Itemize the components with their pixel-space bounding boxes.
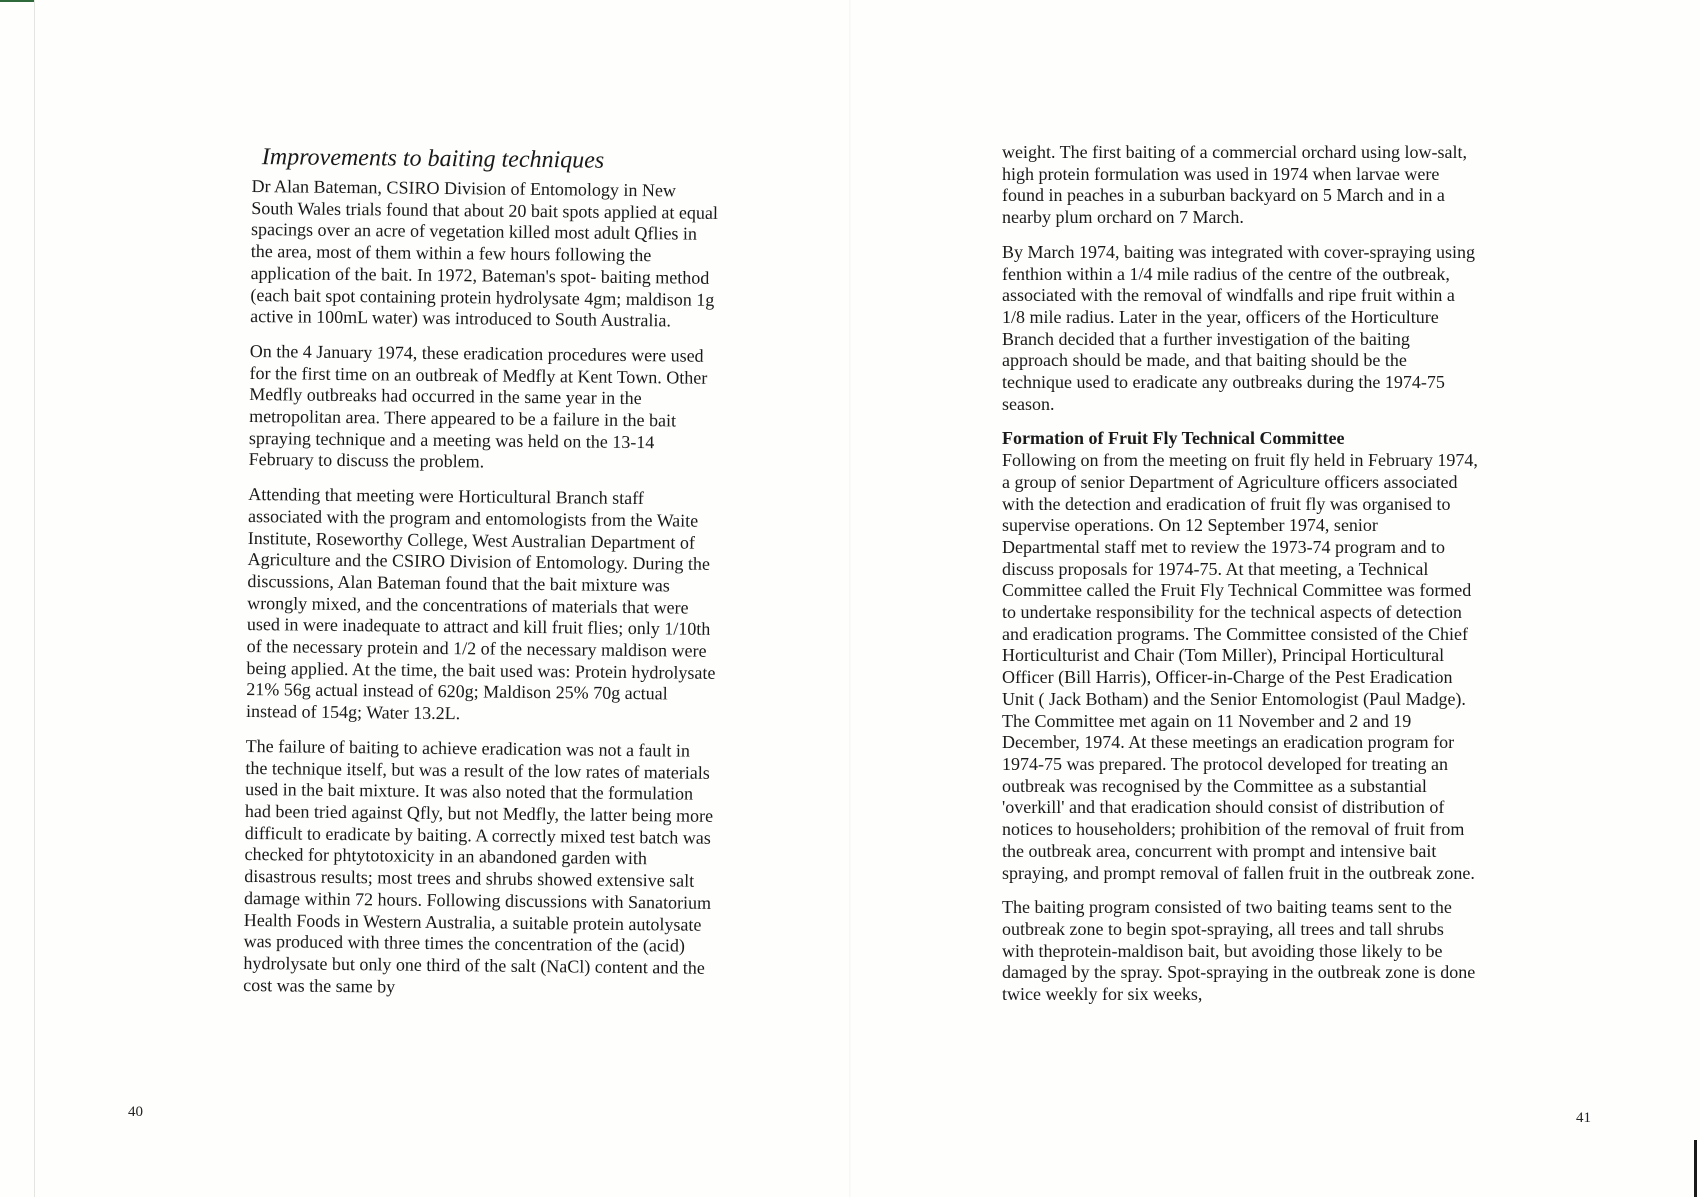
left-page-text — [243, 142, 722, 1014]
subsection-heading: Formation of Fruit Fly Technical Committee — [1002, 428, 1345, 449]
right-page-text — [1002, 142, 1480, 1019]
paragraph: By March 1974, baiting was integrated with cover-spraying using fenthion within a 1/4 mile radius of the centre of the outbreak, associated with the removal of windfalls and ripe fruit within a 1/8 mile radius. Later in the year, officers of the Horticulture Branch decided that a further investigation of the baiting approach should be made, and that baiting should be the technique used to eradicate any outbreaks during the 1974-75 season. — [1002, 241, 1476, 414]
paragraph: On the 4 January 1974, these eradication procedures were used for the first time on an outbreak of Medfly at Kent Town. Other Medfly outbreaks had occurred in the same year in the metropolitan area. There appeared to be a failure in the bait spraying technique and a meeting was held on the 13-14 February to discuss the problem. — [248, 340, 708, 472]
paragraph: Following on from the meeting on fruit fly held in February 1974, a group of senior Department of Agriculture officers associated with the detection and eradication of fruit fly was organised to supervise operations. On 12 September 1974, senior Departmental staff met to review the 1973-74 program and to discuss proposals for 1974-75. At that meeting, a Technical Committee called the Fruit Fly Technical Committee was formed to undertake responsibility for the technical aspects of detection and eradication programs. The Committee consisted of the Chief Horticulturist and Chair (Tom Miller), Principal Horticultural Officer (Bill Harris), Officer-in-Charge of the Pest Eradication Unit ( Jack Botham) and the Senior Entomologist (Paul Madge). The Committee met again on 11 November and 2 and 19 December, 1974. At these meetings an eradication program for 1974-75 was prepared. The protocol developed for treating an outbreak was recognised by the Committee as a substantial 'overkill' and that eradication should consist of distribution of notices to householders; prohibition of the removal of fruit from the outbreak area, concurrent with prompt and intensive bait spraying, and prompt removal of fallen fruit in the outbreak zone. — [1002, 450, 1478, 883]
book-fold — [849, 0, 851, 1197]
page-number-right: 41 — [1576, 1110, 1591, 1126]
page-edge-line — [34, 0, 35, 1197]
page-number-left: 40 — [128, 1104, 143, 1120]
section-heading: Improvements to baiting techniques — [261, 144, 605, 174]
paragraph: The baiting program consisted of two baiting teams sent to the outbreak zone to begin spot-spraying, all trees and tall shrubs with theprotein-maldison bait, but avoiding those likely to be damaged by the spray. Spot-spraying in the outbreak zone is done twice weekly for six weeks, — [1002, 897, 1476, 1005]
paragraph: Attending that meeting were Horticultural Branch staff associated with the program and entomologists from the Waite Institute, Roseworthy College, West Australian Department of Agriculture and the CSIRO Division of Entomology. During the discussions, Alan Bateman found that the bait mixture was wrongly mixed, and the concentrations of materials that were used in were inadequate to attract and kill fruit flies; only 1/10th of the necessary protein and 1/2 of the necessary maldison were being applied. At the time, the bait used was: Protein hydrolysate 21% 56g actual instead of 620g; Maldison 25% 70g actual instead of 154g; Water 13.2L. — [245, 484, 716, 724]
paragraph: The failure of baiting to achieve eradication was not a fault in the technique itself, but was a result of the low rates of materials used in the bait mixture. It was also noted that the formulation had been tried against Qfly, but not Medfly, the latter being more difficult to eradicate by baiting. A correctly mixed test batch was checked for phtytotoxicity in an abandoned garden with disastrous results; most trees and shrubs showed extensive salt damage within 72 hours. Following discussions with Sanatorium Health Foods in Western Australia, a suitable protein autolysate was produced with three times the concentration of the (acid) hydrolysate but only one third of the salt (NaCl) content and the cost was the same by — [243, 735, 714, 997]
paragraph: weight. The first baiting of a commercial orchard using low-salt, high protein formulation was used in 1974 when larvae were found in peaches in a suburban backyard on 5 March and in a nearby plum orchard on 7 March. — [1002, 142, 1468, 228]
scan-edge-mark — [0, 0, 34, 2]
scan-right-edge — [1694, 1140, 1697, 1197]
paragraph: Dr Alan Bateman, CSIRO Division of Entomology in New South Wales trials found that about 20 bait spots applied at equal spacings over an acre of vegetation killed most adult Qflies in the area, most of them within a few hours following the application of the bait. In 1972, Bateman's spot- baiting method (each bait spot containing protein hydrolysate 4gm; maldison 1g active in 100mL water) was introduced to South Australia. — [250, 175, 719, 331]
